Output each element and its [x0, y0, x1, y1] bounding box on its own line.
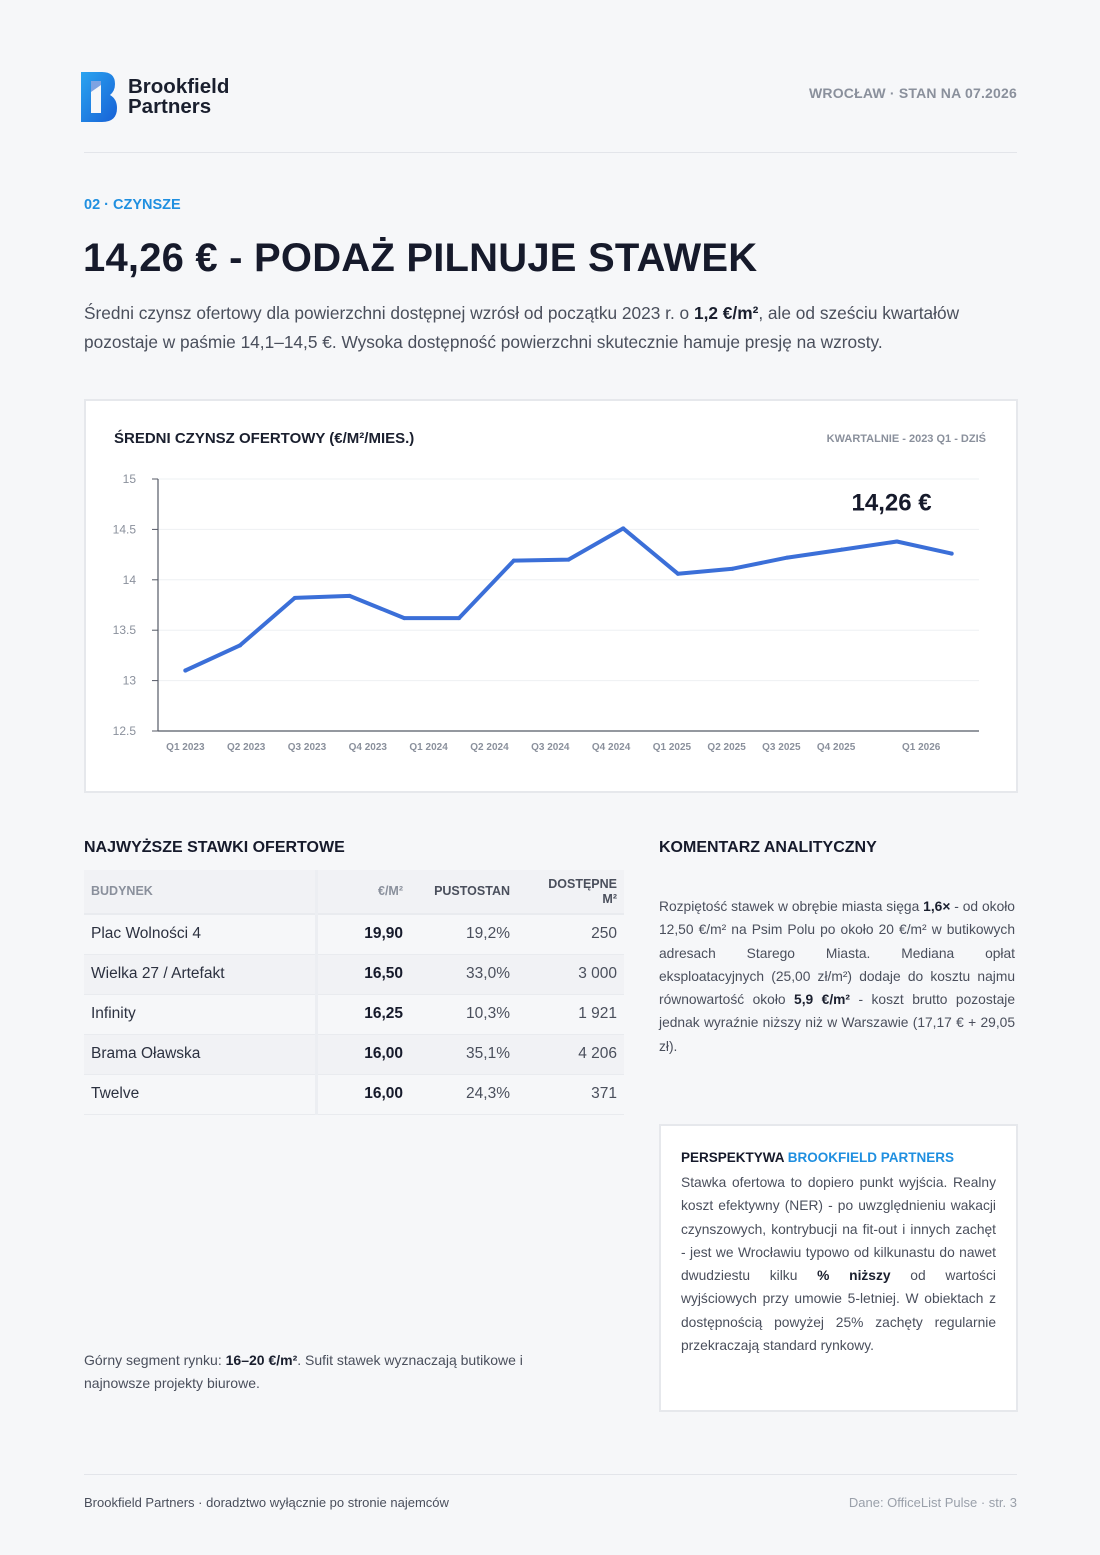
chart-subtitle: KWARTALNIE - 2023 Q1 - DZIŚ — [826, 433, 986, 445]
page-title: 14,26 € - PODAŻ PILNUJE STAWEK — [83, 236, 758, 280]
lead-paragraph — [84, 299, 1014, 357]
data-point — [895, 539, 899, 543]
footer-divider — [84, 1474, 1017, 1475]
x-tick-label: Q4 2023 — [348, 742, 387, 753]
commentary-text-3: - koszt brutto pozostaje jednak wyraźnie niższy niż w Warszawie (17,17 € + 29,05 zł). — [659, 992, 1015, 1054]
note-bold: 16–20 €/m² — [225, 1352, 298, 1368]
x-tick-label: Q3 2025 — [762, 742, 801, 753]
location-date: WROCŁAW · STAN NA 07.2026 — [808, 85, 1017, 101]
table-row — [84, 914, 624, 954]
rent-chart-card — [84, 399, 1018, 793]
table-row — [84, 1034, 624, 1074]
cell-building: Twelve — [84, 1074, 316, 1114]
cell-rate: 19,90 — [316, 914, 410, 954]
top-rates-table — [84, 870, 624, 1115]
data-point — [676, 572, 680, 576]
x-tick-label: Q1 2026 — [902, 742, 941, 753]
y-tick-label: 13.5 — [112, 623, 136, 638]
data-point — [293, 596, 297, 600]
data-point — [402, 616, 406, 620]
x-tick-label: Q2 2025 — [707, 742, 746, 753]
data-point — [238, 643, 242, 647]
header-divider — [84, 152, 1017, 153]
data-point — [785, 556, 789, 560]
cell-building: Infinity — [84, 994, 316, 1034]
table-heading: NAJWYŻSZE STAWKI OFERTOWE — [84, 839, 345, 856]
x-tick-label: Q1 2025 — [652, 742, 692, 753]
cell-available: 3 000 — [517, 954, 624, 994]
data-point — [731, 567, 735, 571]
data-point — [950, 552, 954, 556]
col-vacancy: PUSTOSTAN — [410, 870, 517, 914]
footer-right: Dane: OfficeList Pulse · str. 3 — [848, 1495, 1017, 1510]
commentary-bold-1: 1,6× — [923, 899, 951, 914]
y-tick-label: 15 — [122, 472, 136, 486]
cell-rate: 16,00 — [316, 1034, 410, 1074]
lead-text-2: , ale od sześciu kwartałów pozostaje w paśmie 14,1–14,5 €. Wysoka dostępność powierzchni skutecznie hamuje presję na wzrosty. — [84, 303, 960, 352]
brand-name-line2: Partners — [128, 95, 212, 118]
x-tick-label: Q4 2024 — [591, 742, 631, 753]
table-row — [84, 1074, 624, 1114]
section-kicker: 02 · CZYNSZE — [84, 197, 181, 213]
brand-name — [128, 77, 229, 117]
x-tick-label: Q2 2023 — [226, 742, 266, 753]
rent-line-chart — [86, 401, 1016, 791]
data-point — [840, 548, 844, 552]
b-letter-logo-icon — [81, 72, 117, 122]
data-point — [183, 669, 187, 673]
y-tick-label: 14.5 — [112, 522, 136, 537]
lead-bold: 1,2 €/m² — [693, 303, 759, 323]
cell-vacancy: 33,0% — [410, 954, 517, 994]
cell-vacancy: 10,3% — [410, 994, 517, 1034]
col-available-line1: DOSTĘPNE — [548, 876, 617, 891]
cell-building: Plac Wolności 4 — [84, 914, 316, 954]
commentary-text — [659, 895, 1015, 1058]
perspective-text-2: od wartości wyjściowych przy umowie 5-letniej. W obiektach z dostępnością powyżej 25% zachęty regularnie przekraczają standard rynkowy. — [681, 1268, 996, 1354]
col-available — [517, 870, 624, 914]
x-tick-label: Q2 2024 — [470, 742, 509, 753]
col-rate: €/M² — [316, 870, 410, 914]
cell-available: 4 206 — [517, 1034, 624, 1074]
data-point — [457, 616, 461, 620]
perspective-box — [659, 1124, 1018, 1412]
commentary-text-1: Rozpiętość stawek w obrębie miasta sięga — [659, 899, 924, 914]
chart-title: ŚREDNI CZYNSZ OFERTOWY (€/M²/MIES.) — [114, 430, 415, 447]
col-building: BUDYNEK — [84, 870, 316, 914]
cell-building: Wielka 27 / Artefakt — [84, 954, 316, 994]
data-point — [348, 594, 352, 598]
cell-building: Brama Oławska — [84, 1034, 316, 1074]
y-tick-label: 12.5 — [112, 724, 136, 738]
y-tick-label: 13 — [122, 673, 136, 688]
perspective-text-1: Stawka ofertowa to dopiero punkt wyjścia. Realny koszt efektywny (NER) - po uwzględnieniu wakacji czynszowych, kontrybucji na fit-out i innych zachęt - jest we Wrocławiu typowo od kilkunastu do nawet dwudziestu kilku — [681, 1175, 996, 1284]
col-available-line2: M² — [602, 891, 617, 906]
page-header — [84, 70, 1017, 124]
x-tick-label: Q4 2025 — [816, 742, 856, 753]
note-text-2: . Sufit stawek wyznaczają butikowe i najnowsze projekty biurowe. — [84, 1352, 523, 1391]
cell-rate: 16,50 — [316, 954, 410, 994]
perspective-heading-prefix: PERSPEKTYWA — [681, 1150, 788, 1165]
x-tick-label: Q3 2024 — [531, 742, 570, 753]
data-point — [567, 558, 571, 562]
brand-name-line1: Brookfield — [128, 75, 230, 98]
data-point — [621, 526, 625, 530]
commentary-text-2: - od około 12,50 €/m² na Psim Polu po około 20 €/m² w butikowych adresach Starego Miasta. Mediana opłat eksploatacyjnych (25,00 zł/m²) dodaje do kosztu najmu równowartość około — [659, 899, 1015, 1008]
x-tick-label: Q1 2024 — [409, 742, 448, 753]
cell-vacancy: 35,1% — [410, 1034, 517, 1074]
cell-rate: 16,00 — [316, 1074, 410, 1114]
commentary-bold-2: 5,9 €/m² — [794, 992, 851, 1008]
data-point — [512, 559, 516, 563]
table-row — [84, 954, 624, 994]
x-tick-label: Q1 2023 — [166, 742, 205, 753]
cell-available: 1 921 — [517, 994, 624, 1034]
latest-value-callout: 14,26 € — [851, 489, 932, 517]
lead-text-1: Średni czynsz ofertowy dla powierzchni dostępnej wzrósł od początku 2023 r. o — [84, 303, 694, 323]
rent-series-line — [185, 528, 951, 670]
cell-available: 250 — [517, 914, 624, 954]
cell-vacancy: 24,3% — [410, 1074, 517, 1114]
x-tick-label: Q3 2023 — [287, 742, 327, 753]
note-text-1: Górny segment rynku: — [84, 1352, 226, 1368]
market-note — [84, 1349, 584, 1394]
perspective-heading — [681, 1150, 954, 1165]
perspective-text — [681, 1171, 996, 1357]
cell-vacancy: 19,2% — [410, 914, 517, 954]
table-header-row — [84, 870, 624, 914]
commentary-heading: KOMENTARZ ANALITYCZNY — [659, 839, 877, 856]
brand-logo — [81, 72, 229, 122]
y-tick-label: 14 — [122, 572, 136, 587]
footer-left: Brookfield Partners · doradztwo wyłącznie po stronie najemców — [84, 1495, 449, 1510]
table-row — [84, 994, 624, 1034]
perspective-bold: % niższy — [817, 1268, 891, 1284]
cell-rate: 16,25 — [316, 994, 410, 1034]
perspective-heading-accent: BROOKFIELD PARTNERS — [787, 1150, 955, 1165]
cell-available: 371 — [517, 1074, 624, 1114]
